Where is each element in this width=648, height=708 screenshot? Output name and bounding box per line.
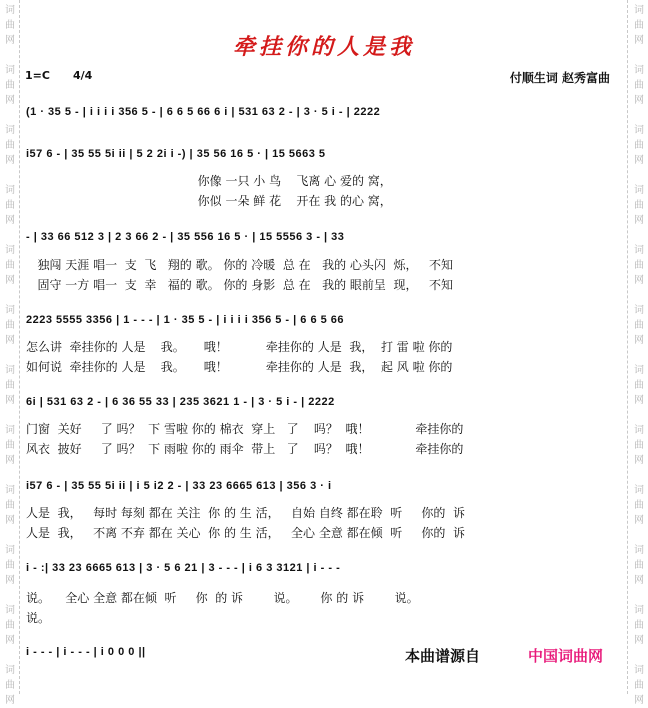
lyric-line-4-verse-2: 如何说 牵挂你的 人是 我。 哦！ 牵挂你的 人是 我， 起 风 啦 你的 [26,360,453,374]
watermark-glyph: 词 [5,125,15,136]
watermark-glyph: 曲 [5,440,15,451]
watermark-glyph: 词 [634,545,644,556]
watermark-glyph: 词 [5,425,15,436]
lyric-line-5-verse-1: 门窗 关好 了 吗？ 下 雪啦 你的 棉衣 穿上 了 吗？ 哦！ 牵挂你的 [26,422,464,436]
watermark-glyph: 曲 [5,200,15,211]
watermark-glyph: 词 [634,605,644,616]
time-signature: 4/4 [73,69,93,82]
watermark-glyph: 网 [634,35,644,46]
watermark-glyph: 网 [5,275,15,286]
notation-line-7: i - :| 33 23 6665 613 | 3 · 5 6 21 | 3 - - - | i 6 3 3121 | i - - - [26,562,341,574]
watermark-glyph: 曲 [634,140,644,151]
lyric-line-2-verse-1: 你像 一只 小 鸟 飞离 心 爱的 窝， [26,174,392,188]
watermark-glyph: 词 [634,665,644,676]
watermark-glyph: 词 [5,545,15,556]
watermark-glyph: 词 [634,185,644,196]
lyric-line-3-verse-2: 固守 一方 唱一 支 幸 福的 歌。 你的 身影 总 在 我的 眼前呈 现， 不知 [26,278,453,292]
watermark-glyph: 词 [634,485,644,496]
watermark-glyph: 曲 [634,320,644,331]
notation-line-1: (1 · 35 5 - | i i i i 356 5 - | 6 6 5 66 6 i | 531 63 2 - | 3 · 5 i - | 2222 [26,106,381,118]
watermark-glyph: 词 [5,305,15,316]
watermark-glyph: 曲 [5,320,15,331]
lyric-line-4-verse-1: 怎么讲 牵挂你的 人是 我。 哦！ 牵挂你的 人是 我， 打 雷 啦 你的 [26,340,453,354]
watermark-glyph: 曲 [5,560,15,571]
site-name-link[interactable]: 中国词曲网 [528,647,604,665]
watermark-glyph: 网 [634,95,644,106]
watermark-glyph: 网 [634,155,644,166]
watermark-glyph: 曲 [5,680,15,691]
watermark-glyph: 网 [5,335,15,346]
lyric-line-5-verse-2: 风衣 披好 了 吗？ 下 雨啦 你的 雨伞 带上 了 吗？ 哦！ 牵挂你的 [26,442,464,456]
watermark-glyph: 网 [5,515,15,526]
watermark-glyph: 曲 [634,260,644,271]
key-signature: 1=C [25,69,50,82]
watermark-glyph: 曲 [5,140,15,151]
watermark-glyph: 词 [5,65,15,76]
watermark-glyph: 词 [634,305,644,316]
watermark-glyph: 曲 [634,440,644,451]
lyric-line-6-verse-2: 人是 我， 不离 不弃 都在 关心 你 的 生 活， 全心 全意 都在倾 听 你的 诉 [26,526,465,540]
notation-line-6: i57 6 - | 35 55 5i ii | i 5 i2 2 - | 33 23 6665 613 | 356 3 · i [26,480,332,492]
watermark-glyph: 词 [5,365,15,376]
watermark-glyph: 网 [634,515,644,526]
watermark-glyph: 网 [5,215,15,226]
watermark-glyph: 曲 [5,260,15,271]
watermark-glyph: 词 [5,245,15,256]
lyric-line-3-verse-1: 独闯 天涯 唱一 支 飞 翔的 歌。 你的 冷暖 总 在 我的 心头闪 烁， 不知 [26,258,453,272]
watermark-glyph: 曲 [5,380,15,391]
watermark-glyph: 曲 [5,620,15,631]
watermark-glyph: 词 [5,185,15,196]
lyric-line-2-verse-2: 你似 一朵 鲜 花 开在 我 的心 窝， [26,194,392,208]
watermark-glyph: 网 [5,155,15,166]
watermark-glyph: 词 [5,485,15,496]
watermark-glyph: 网 [634,395,644,406]
right-watermark-margin [627,0,648,706]
notation-line-3: - | 33 66 512 3 | 2 3 66 2 - | 35 556 16 5 · | 15 5556 3 - | 33 [26,231,345,243]
source-label: 本曲谱源自 [405,647,481,665]
notation-line-8: i - - - | i - - - | i 0 0 0 || [26,646,146,658]
watermark-glyph: 词 [5,665,15,676]
watermark-glyph: 曲 [5,20,15,31]
watermark-glyph: 网 [5,35,15,46]
watermark-glyph: 曲 [634,200,644,211]
watermark-glyph: 曲 [634,560,644,571]
watermark-glyph: 网 [5,635,15,646]
watermark-glyph: 曲 [634,20,644,31]
watermark-glyph: 网 [634,575,644,586]
left-watermark-margin [0,0,20,706]
watermark-glyph: 网 [634,275,644,286]
watermark-glyph: 曲 [5,500,15,511]
watermark-glyph: 词 [634,125,644,136]
watermark-glyph: 词 [634,245,644,256]
song-title: 牵挂你的人是我 [232,34,415,60]
lyric-line-7-verse-1: 说。 全心 全意 都在倾 听 你 的 诉 说。 你 的 诉 说。 [26,591,419,605]
watermark-glyph: 曲 [634,80,644,91]
watermark-glyph: 词 [634,365,644,376]
watermark-glyph: 曲 [634,680,644,691]
notation-line-2: i57 6 - | 35 55 5i ii | 5 2 2i i -) | 35 56 16 5 · | 15 5663 5 [26,148,326,160]
watermark-glyph: 网 [634,335,644,346]
credits: 付顺生词 赵秀富曲 [509,71,610,85]
watermark-glyph: 网 [634,455,644,466]
watermark-glyph: 网 [5,695,15,706]
watermark-glyph: 词 [634,425,644,436]
watermark-glyph: 词 [634,65,644,76]
watermark-glyph: 曲 [634,620,644,631]
watermark-glyph: 曲 [5,80,15,91]
watermark-glyph: 词 [5,605,15,616]
lyric-line-6-verse-1: 人是 我， 每时 每刻 都在 关注 你 的 生 活， 自始 自终 都在聆 听 你的 诉 [26,506,465,520]
watermark-glyph: 网 [634,215,644,226]
watermark-glyph: 网 [634,635,644,646]
watermark-glyph: 曲 [634,380,644,391]
watermark-glyph: 词 [5,5,15,16]
watermark-glyph: 网 [5,575,15,586]
notation-line-5: 6i | 531 63 2 - | 6 36 55 33 | 235 3621 1 - | 3 · 5 i - | 2222 [26,396,335,408]
lyric-line-7-verse-2: 说。 [26,611,51,625]
notation-line-4: 2223 5555 3356 | 1 - - - | 1 · 35 5 - | i i i i 356 5 - | 6 6 5 66 [26,314,345,326]
watermark-glyph: 网 [5,455,15,466]
watermark-glyph: 网 [5,395,15,406]
watermark-glyph: 网 [634,695,644,706]
watermark-glyph: 网 [5,95,15,106]
watermark-glyph: 词 [634,5,644,16]
watermark-glyph: 曲 [634,500,644,511]
